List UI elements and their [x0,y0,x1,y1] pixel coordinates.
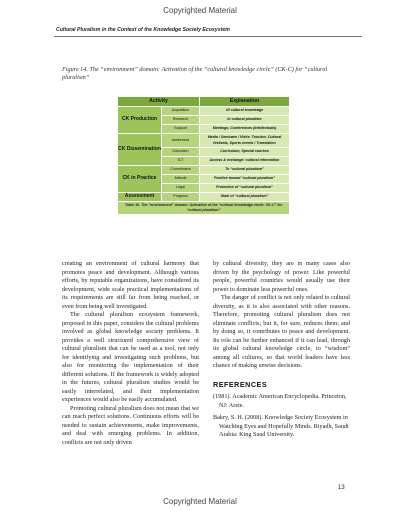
figure-caption: Figure 14. The “environment” domain: Activation of the “cultural knowledge circle” (CK-C) for “cultural pluralism” [62,66,328,81]
activity-sub: Progress [162,193,200,202]
header-rule [54,36,362,37]
table-caption: Table 10. The “environment” domain: Activation of the “cultural knowledge circle: CK-C” for “cultural pluralism” [118,202,290,215]
paragraph: The cultural pluralism ecosystem framework, proposed in this paper, considers the cultural problems involved as global knowledge society problems. It provides a well structured comprehensive view of cultural pluralism that can be used as a tool, not only for identifying and investigating such problems, but also for monitoring the implementation of their different solutions. If the framework is widely adopted in the futures, cultural pluralism studies would be easily interrelated, and their implementation experiences would also be easily accumulated. [62,311,199,403]
activity-explanation: Meetings, Conferences (intellectuals) [200,125,290,134]
activity-sub: Attitude [162,175,200,184]
reference-entry: (1981). Academic American Encyclopedia. Princeton, NJ: Arete. [213,393,347,409]
activity-explanation: To “cultural pluralism” [200,166,290,175]
activity-explanation: Curriculum, Special courses [200,148,290,157]
group-ck-in-practice: CK in Practice [118,166,162,193]
activity-explanation: In cultural pluralism [200,116,290,125]
activity-sub: Support [162,125,200,134]
body-column-left [62,260,199,447]
running-header: Cultural Pluralism in the Context of the Knowledge Society Ecosystem [56,27,230,33]
references-heading: REFERENCES [213,379,268,389]
activity-explanation: Of cultural knowledge [200,107,290,116]
activity-explanation: Access & exchange: cultural information [200,157,290,166]
paragraph: creating an environment of cultural harmony that promotes peace and development. Although various efforts, by reputable organizations, have considered its development, wide scale practical implementations of its requirements are still far from being reached, or even from being well investigated. [62,260,199,310]
activity-explanation: Positive toward “cultural pluralism” [200,175,290,184]
activity-sub: ICT [162,157,200,166]
header-explanation: Explanation [200,97,290,107]
activity-sub: Legal [162,184,200,193]
paragraph: Promoting cultural pluralism does not mean that we can reach perfect solutions. Continuous efforts will be needed to sustain achievements, make improvements, and deal with emerging problems. In addition, conflicts are not only driven [62,404,199,446]
activity-table [117,96,289,215]
activity-sub: Education [162,148,200,157]
activity-explanation: Protection of “cultural pluralism” [200,184,290,193]
copyright-footer: Copyrighted Material [163,497,237,506]
paragraph: The danger of conflict is not only related to cultural diversity, as it is also associated with other reasons. Therefore, promoting cultural pluralism does not eliminate conflicts; but it, for sure, reduces them; and by doing so, it contributes to peace and development. Its role can be further enhanced if it can lead, through its global cultural knowledge circle, to “wisdom” among all cultures, so that world leaders have less chance of making unwise decisions. [213,294,350,369]
group-ck-production: CK Production [118,107,162,134]
activity-explanation: Media / Seminars / Visits: Tourism, Cultural festivals, Sports events / Translation [200,134,290,148]
activity-table-grid [117,96,290,215]
reference-entry: Bakry, S. H. (2008). Knowledge Society Ecosystem in Watching Eyes and Hopefully Minds. Riyadh, Saudi Arabia: King Saud University. [213,414,349,438]
group-ck-dissemination: CK Dissemination [118,134,162,166]
group-assessment: Assessment [118,193,162,202]
page-number: 13 [338,485,345,491]
activity-sub: Commitment [162,166,200,175]
activity-sub: Awareness [162,134,200,148]
activity-explanation: State of “cultural pluralism” [200,193,290,202]
copyright-header: Copyrighted Material [163,6,237,15]
paragraph: by cultural diversity, they are in many cases also driven by the psychology of power. Like powerful people, powerful countries would usually use their power to dominate less powerful ones. [213,260,350,293]
activity-sub: Research [162,116,200,125]
activity-sub: Acquisition [162,107,200,116]
header-activity: Activity [118,97,200,107]
body-column-right [213,260,350,444]
